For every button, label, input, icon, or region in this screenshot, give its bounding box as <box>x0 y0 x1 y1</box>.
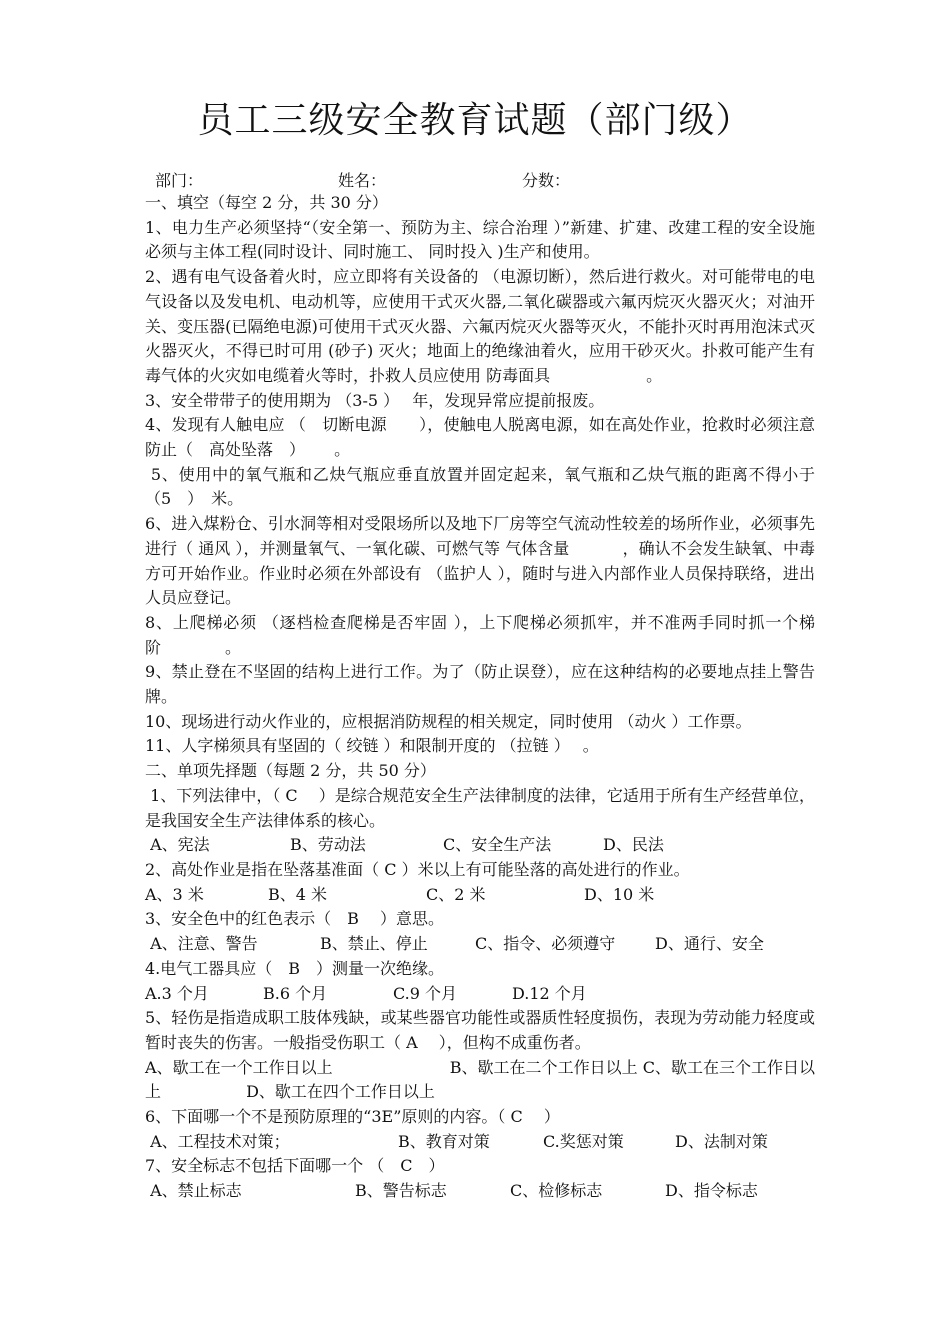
option: C、检修标志 <box>510 1181 603 1201</box>
fill-question-1: 1、电力生产必须坚持“（安全第一、预防为主、综合治理 ）”新建、扩建、改建工程的安全设施必须与主体工程(同时设计、同时施工、 同时投入 )生产和使用。 <box>145 217 815 262</box>
option: C、2 米 <box>426 884 486 904</box>
choice-question-3: 3、安全色中的红色表示（ B ）意思。 <box>145 909 445 929</box>
score-label: 分数： <box>522 171 571 190</box>
choice-7-options <box>145 1179 815 1204</box>
option: A、禁止标志 <box>145 1181 242 1201</box>
fill-question-2: 2、遇有电气设备着火时，应立即将有关设备的 （电源切断），然后进行救火。对可能带电的电气设备以及发电机、电动机等，应使用干式灭火器,二氧化碳器或六氟丙烷灭火器灭火；对油开关、变压器(已隔绝电源)可使用干式灭火器、六氟丙烷灭火器等灭火，不能扑灭时再用泡沫式灭火器灭火，不得已时可用 (砂子) 灭火；地面上的绝缘油着火，应用干砂灭火。扑救可能产生有毒气体的火灾如电缆着火等时，扑救人员应使用 防毒面具 。 <box>145 267 815 385</box>
option: C、指令、必须遵守 <box>475 934 616 954</box>
option: D、民法 <box>603 835 664 855</box>
choice-5-options: A、歇工在一个工作日以上 B、歇工在二个工作日以上 C、歇工在三个工作日以上 D、歇工在四个工作日以上 <box>145 1057 815 1102</box>
option: D、通行、安全 <box>655 934 764 954</box>
exam-body <box>145 191 815 1204</box>
name-label: 姓名： <box>338 171 387 190</box>
choice-question-2: 2、高处作业是指在坠落基准面（ C ）米以上有可能坠落的高处进行的作业。 <box>145 859 690 879</box>
option: D、指令标志 <box>665 1181 758 1201</box>
page-title: 员工三级安全教育试题（部门级） <box>197 100 753 141</box>
fill-question-9: 9、禁止登在不坚固的结构上进行工作。为了（防止误登），应在这种结构的必要地点挂上警告牌。 <box>145 662 815 707</box>
option: B.6 个月 <box>263 983 328 1003</box>
choice-question-4: 4.电气工器具应（ B ）测量一次绝缘。 <box>145 958 445 978</box>
option: D、法制对策 <box>675 1131 768 1151</box>
option: A、3 米 <box>145 884 204 904</box>
option: B、禁止、停止 <box>320 934 428 954</box>
option: A、宪法 <box>145 835 210 855</box>
choice-2-options <box>145 883 815 908</box>
option: D.12 个月 <box>512 983 587 1003</box>
option: B、教育对策 <box>398 1131 490 1151</box>
fill-question-4: 4、发现有人触电应 （ 切断电源 ），使触电人脱离电源，如在高处作业，抢救时必须注意防止（ 高处坠落 ） 。 <box>145 415 815 460</box>
option: B、警告标志 <box>355 1181 447 1201</box>
option: B、4 米 <box>268 884 328 904</box>
option: A.3 个月 <box>145 983 209 1003</box>
choice-question-7: 7、安全标志不包括下面哪一个 （ C ） <box>145 1156 445 1176</box>
option: B、劳动法 <box>290 835 366 855</box>
fill-question-3: 3、安全带带子的使用期为 （3-5 ） 年，发现异常应提前报废。 <box>145 390 605 410</box>
fill-question-5: 5、使用中的氧气瓶和乙炔气瓶应垂直放置并固定起来，氧气瓶和乙炔气瓶的距离不得小于（5 ） 米。 <box>145 464 815 509</box>
option: A、注意、警告 <box>145 934 258 954</box>
option: C、安全生产法 <box>443 835 552 855</box>
fill-question-8: 8、上爬梯必须 （逐档检查爬梯是否牢固 ），上下爬梯必须抓牢，并不准两手同时抓一个梯阶 。 <box>145 612 815 657</box>
section1-heading: 一、填空（每空 2 分，共 30 分） <box>145 193 388 212</box>
choice-1-options <box>145 833 815 858</box>
choice-4-options <box>145 982 815 1007</box>
option: D、10 米 <box>584 884 655 904</box>
choice-6-options <box>145 1130 815 1155</box>
option: A、工程技术对策； <box>145 1131 290 1151</box>
fill-question-11: 11、人字梯须具有坚固的（ 绞链 ）和限制开度的 （拉链 ） 。 <box>145 736 599 756</box>
choice-question-6: 6、下面哪一个不是预防原理的“3E”原则的内容。（ C ） <box>145 1107 560 1127</box>
option: C.奖惩对策 <box>543 1131 624 1151</box>
option: C.9 个月 <box>393 983 458 1003</box>
choice-3-options <box>145 932 815 957</box>
dept-label: 部门： <box>155 171 204 190</box>
choice-question-5: 5、轻伤是指造成职工肢体残缺，或某些器官功能性或器质性轻度损伤，表现为劳动能力轻度或暂时丧失的伤害。一般指受伤职工（ A ），但构不成重伤者。 <box>145 1008 815 1052</box>
fill-question-10: 10、现场进行动火作业的，应根据消防规程的相关规定，同时使用 （动火 ）工作票。 <box>145 711 752 731</box>
section2-heading: 二、单项先择题（每题 2 分，共 50 分） <box>145 761 436 781</box>
choice-question-1: 1、下列法律中，（ C ）是综合规范安全生产法律制度的法律，它适用于所有生产经营单位，是我国安全生产法律体系的核心。 <box>145 785 815 830</box>
fill-question-6: 6、进入煤粉仓、引水洞等相对受限场所以及地下厂房等空气流动性较差的场所作业，必须事先进行（ 通风 ），并测量氧气、一氧化碳、可燃气等 气体含量 ，确认不会发生缺氧、中毒方可开始作业。作业时必须在外部设有 （监护人 ），随时与进入内部作业人员保持联络，进出人员应登记。 <box>145 514 815 608</box>
